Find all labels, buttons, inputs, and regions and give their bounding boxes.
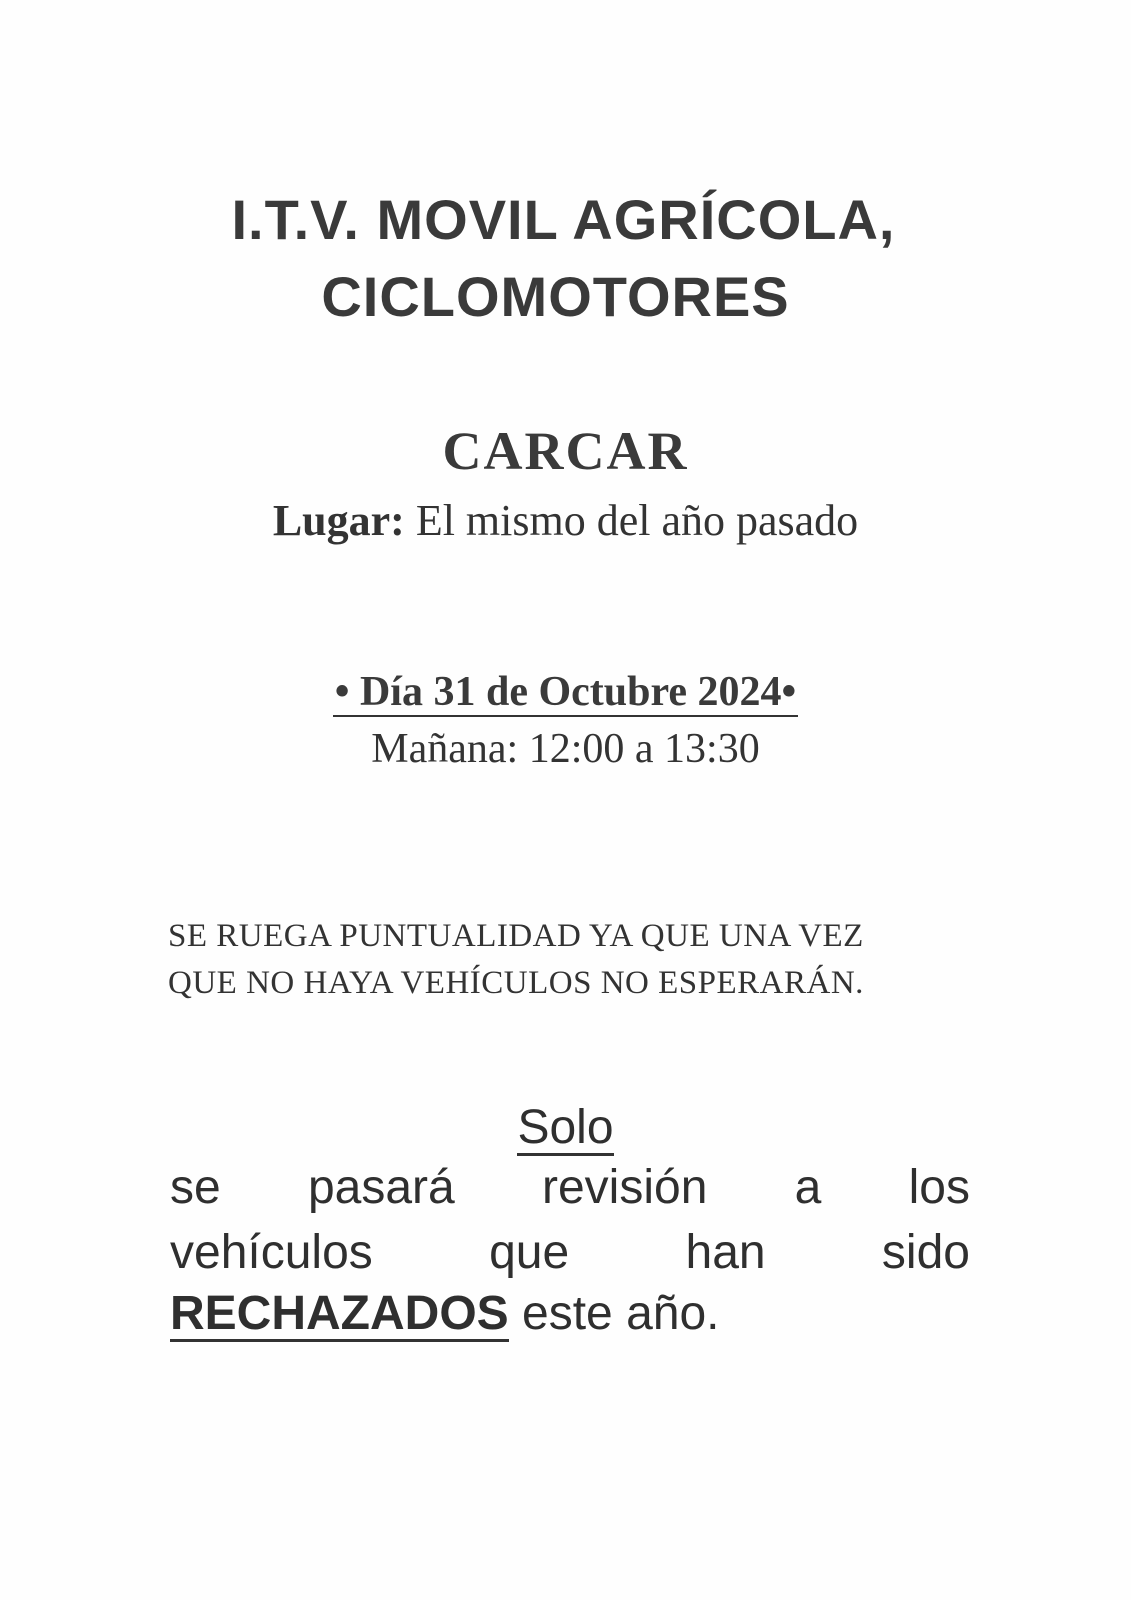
title-line-1: I.T.V. MOVIL AGRÍCOLA, (231, 188, 896, 251)
hours-line: Mañana: 12:00 a 13:30 (371, 726, 760, 772)
word: pasará (307, 1161, 455, 1214)
revision-tail: este año. (522, 1287, 720, 1340)
word: han (685, 1226, 766, 1279)
place-value: El mismo del año pasado (415, 496, 859, 545)
punctuality-notice-line-1: SE RUEGA PUNTUALIDAD YA QUE UNA VEZ (168, 918, 864, 954)
date-text: • Día 31 de Octubre 2024• (334, 669, 797, 715)
town-name: CARCAR (442, 421, 689, 481)
solo-text: Solo (517, 1101, 614, 1154)
revision-line-1 (170, 1160, 970, 1216)
solo-heading (0, 1100, 1131, 1156)
rechazados-emphasis: RECHAZADOS (170, 1287, 509, 1340)
word: que (489, 1226, 570, 1279)
place-label: Lugar: (272, 496, 405, 545)
punctuality-notice-line-2: QUE NO HAYA VEHÍCULOS NO ESPERARÁN. (168, 965, 864, 1001)
word: vehículos (170, 1226, 373, 1279)
word: se (170, 1161, 221, 1214)
date-line (0, 668, 1131, 717)
word: revisión (542, 1161, 708, 1214)
revision-line-3 (170, 1286, 720, 1342)
revision-line-2 (170, 1225, 970, 1281)
place-line (0, 495, 1131, 546)
word: sido (881, 1226, 970, 1279)
word: a (794, 1161, 822, 1214)
word: los (908, 1161, 970, 1214)
title-line-2: CICLOMOTORES (321, 265, 790, 328)
